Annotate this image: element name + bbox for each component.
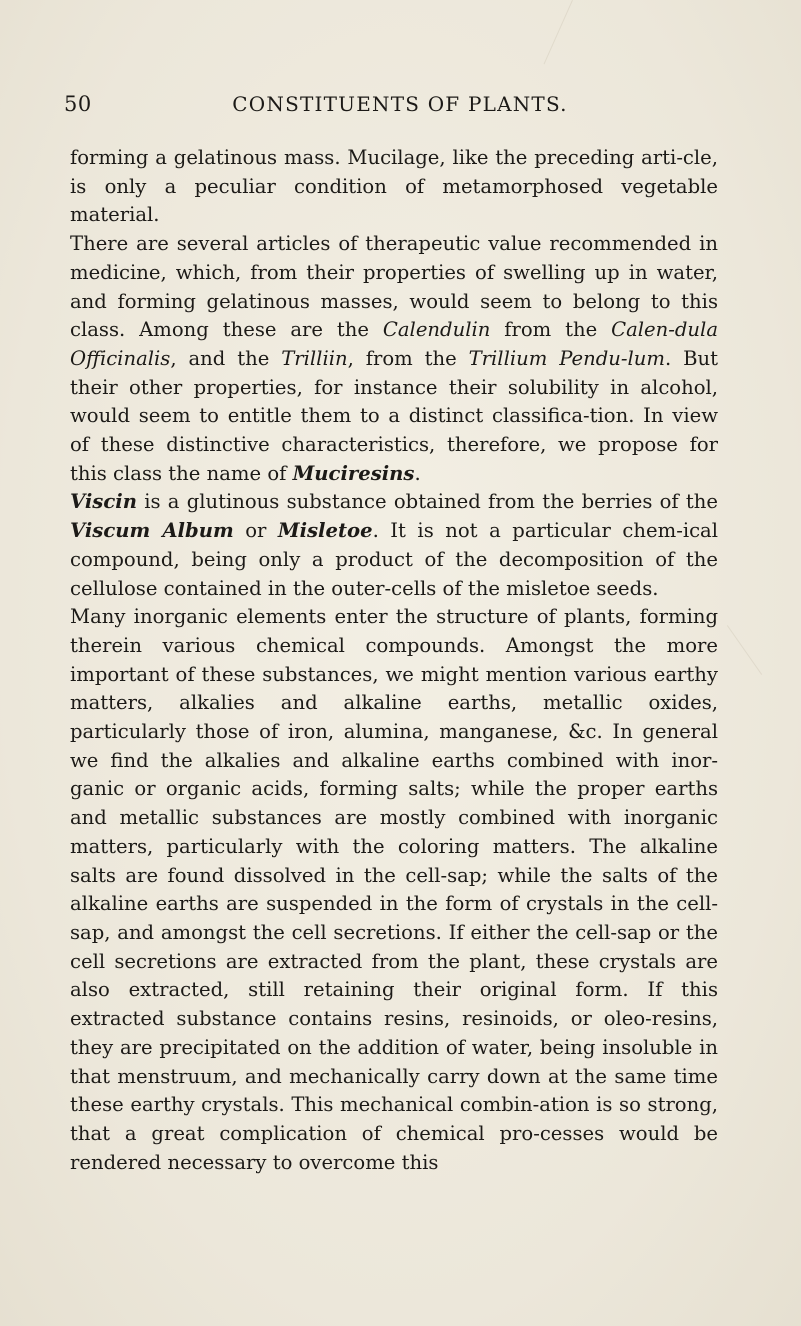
text-segment: . It is not a particular chem-ical compound, being only a product of the decomposition of the cellulose contained in the outer-cells of the misletoe seeds. [70, 519, 719, 600]
page-edge-mark [727, 625, 762, 675]
text-segment: , and the [170, 346, 282, 370]
paragraph-mucilage-end [70, 144, 718, 230]
text-segment: There are several articles of therapeutic value recommended in medicine, which, from their properties of swelling up in water, and forming gelatinous masses, would seem to belong to this class. Among these are the [70, 232, 718, 342]
text-segment: forming a gelatinous mass. Mucilage, like the preceding arti-cle, is only a peculiar condition of metamorphosed vegetable material. [70, 146, 718, 227]
term-muciresins: Muciresins [292, 461, 415, 485]
term-misletoe: Misletoe [277, 519, 373, 543]
text-segment: . [414, 461, 421, 485]
paragraph-inorganic-elements [70, 603, 718, 1177]
term-trillium-pendulum: Trillium Pendu-lum [468, 346, 665, 370]
text-segment: , from the [347, 346, 469, 370]
page-number: 50 [64, 92, 92, 116]
paragraph-therapeutic-articles [70, 230, 718, 488]
text-segment: from the [490, 318, 612, 342]
term-trilliin: Trilliin [281, 346, 348, 370]
text-segment: Many inorganic elements enter the structure of plants, forming therein various chemical compounds. Amongst the more important of these substances, we might mention various earthy matters, alkalies and alkaline earths, metallic oxides, particularly those of iron, alumina, manganese, &c. In general we find the alkalies and alkaline earths combined with inor-ganic or organic acids, forming salts; while the proper earths and metallic substances are mostly combined with inorganic matters, particularly with the coloring matters. The alkaline salts are found dissolved in the cell-sap; while the salts of the alkaline earths are suspended in the form of crystals in the cell-sap, and amongst the cell secretions. If either the cell-sap or the cell secretions are extracted from the plant, these crystals are also extracted, still retaining their original form. If this extracted substance contains resins, resinoids, or oleo-resins, they are precipitated on the addition of water, being insoluble in that menstruum, and mechanically carry down at the same time these earthy crystals. This mechanical combin-ation is so strong, that a great complication of chemical pro-cesses would be rendered necessary to overcome this [70, 605, 718, 1174]
term-calendulin: Calendulin [382, 318, 491, 342]
body-text [70, 144, 718, 1177]
term-viscum-album: Viscum Album [70, 519, 234, 543]
term-calendula-officinalis: Calen-dula Officinalis [70, 318, 718, 370]
term-viscin: Viscin [70, 490, 137, 514]
page-crease-mark [544, 0, 573, 64]
text-segment: . But their other properties, for instance their solubility in alcohol, would seem to entitle them to a distinct classifica-tion. In view of these distinctive characteristics, therefore, we propose for this class the name of [70, 346, 719, 485]
paragraph-viscin [70, 488, 718, 603]
running-title: CONSTITUENTS OF PLANTS. [232, 92, 568, 116]
text-segment: is a glutinous substance obtained from the berries of the [136, 490, 718, 514]
running-head [40, 92, 760, 122]
text-segment: or [233, 519, 278, 543]
